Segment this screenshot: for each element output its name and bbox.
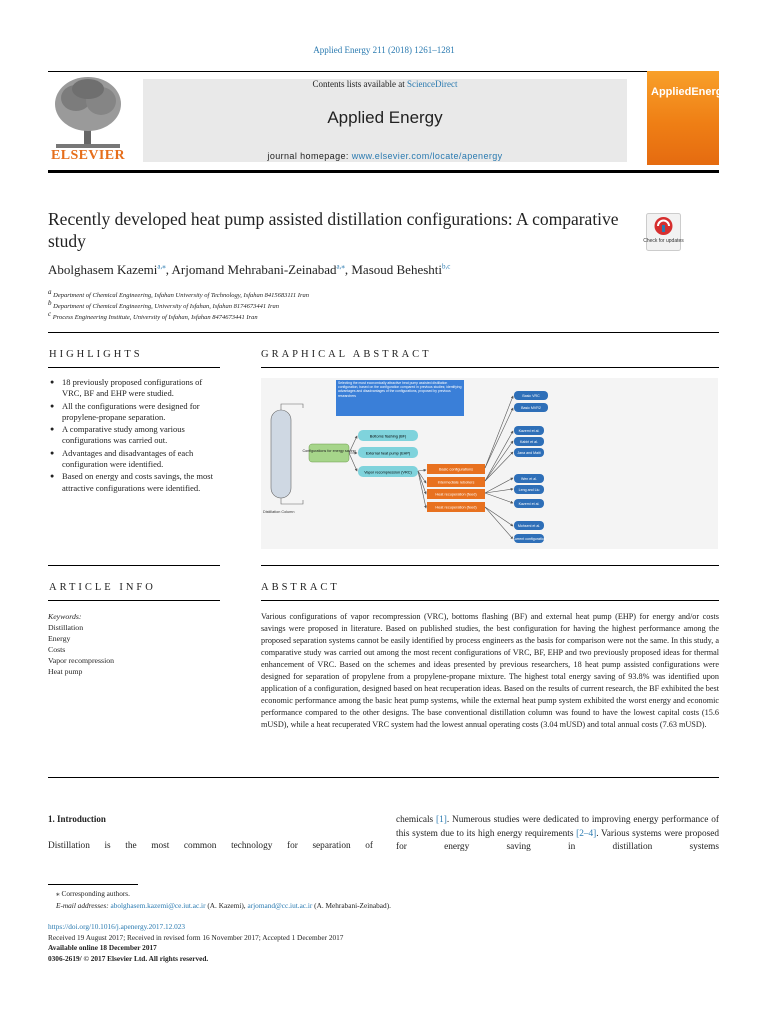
ga-group: Basic configurations: [439, 467, 473, 472]
section-rule: [48, 565, 220, 566]
publisher-wordmark: ELSEVIER: [50, 148, 125, 163]
highlight-item: ● A comparative study among various configurations was carried out.: [50, 424, 222, 447]
header-thick-rule: [48, 170, 719, 173]
highlights-heading: HIGHLIGHTS: [49, 349, 143, 360]
keyword: Energy: [48, 634, 71, 643]
section-rule: [48, 332, 719, 333]
author-sup[interactable]: b,c: [442, 262, 451, 271]
top-rule: [48, 71, 719, 72]
highlight-item: ● All the configurations were designed for propylene-propane separation.: [50, 401, 222, 424]
keyword: Vapor recompression: [48, 656, 115, 665]
corresponding-note: ⁎ Corresponding authors.: [56, 889, 130, 898]
highlight-item: ● 18 previously proposed configurations of VRC, BF and EHP were studied.: [50, 377, 222, 400]
ga-node: Jana and Maiti: [517, 451, 541, 455]
available-online: Available online 18 December 2017: [48, 943, 157, 952]
ga-node: Kazemi et al.: [518, 502, 540, 506]
graphical-abstract-diagram: [261, 378, 718, 549]
author-name: Arjomand Mehrabani-Zeinabad: [171, 262, 337, 277]
graphical-abstract-heading: GRAPHICAL ABSTRACT: [261, 349, 432, 360]
ga-note: Selecting the most economically attractive heat pump assisted distillation configuration, based on the configuration compared in previous studies; identifying advantages and disadvantages of the configurations, proposed by previous researchers: [338, 381, 462, 398]
journal-citation[interactable]: Applied Energy 211 (2018) 1261–1281: [313, 45, 455, 55]
keywords-block: [48, 611, 114, 677]
author-sup[interactable]: a,⁎: [157, 262, 166, 271]
check-for-updates-icon[interactable]: [643, 213, 684, 251]
article-meta: [48, 922, 343, 964]
keyword: Heat pump: [48, 667, 83, 676]
ga-hub-label: Configurations for energy saving: [302, 449, 356, 453]
ga-node: Current configuration: [512, 537, 546, 541]
copyright: 0306-2619/ © 2017 Elsevier Ltd. All rights reserved.: [48, 953, 209, 963]
contents-line: Contents lists available at ScienceDirect: [312, 79, 458, 89]
graphical-abstract-figure[interactable]: [261, 378, 718, 549]
article-info-heading: ARTICLE INFO: [49, 582, 156, 593]
ga-branch: Bottoms flashing (BF): [369, 434, 407, 439]
ga-node: Basic VRC: [522, 394, 540, 398]
badge-label: Check for updates: [643, 238, 684, 244]
ga-branch: External heat pump (EHP): [365, 451, 411, 456]
ga-node: Leng and Liu: [518, 488, 540, 492]
email-link[interactable]: abolghasem.kazemi@ce.iut.ac.ir: [110, 900, 206, 910]
journal-homepage: journal homepage: www.elsevier.com/locate/apenergy: [267, 151, 503, 161]
author-name: Masoud Beheshti: [351, 262, 443, 277]
affiliation: $^b$ Department of Chemical Engineering, University of Isfahan, Isfahan 8174673441 Iran: [48, 299, 279, 311]
section-rule: [261, 565, 719, 566]
article-title: Recently developed heat pump assisted distillation configurations: A comparative study: [48, 209, 619, 251]
affiliation: $^a$ Department of Chemical Engineering, Isfahan University of Technology, Isfahan 8415683111 Iran: [48, 288, 310, 300]
author-name: Abolghasem Kazemi: [48, 262, 158, 277]
reference-link[interactable]: [1]: [436, 815, 447, 825]
doi-link[interactable]: https://doi.org/10.1016/j.apenergy.2017.12.023: [48, 922, 186, 931]
footnotes: [56, 888, 391, 911]
author-list: Abolghasem Kazemi$^{a,⁎}$, Arjomand Mehrabani-Zeinabad$^{a,⁎}$, Masoud Beheshti$^{b,c}$: [48, 262, 451, 277]
cover-title: AppliedEnergy: [651, 86, 729, 98]
ga-branch: Vapor recompression (VRC): [364, 470, 412, 475]
ga-node: Kazemi et al.: [518, 429, 540, 433]
highlight-item: ● Advantages and disadvantages of each configuration were identified.: [50, 448, 222, 471]
ga-column-label: Distillation Column: [263, 510, 295, 514]
ga-group: Intermediate reboilers: [437, 480, 475, 485]
journal-name: Applied Energy: [327, 108, 443, 127]
section-rule: [261, 600, 719, 601]
reference-link[interactable]: [2–4]: [576, 828, 597, 839]
section-rule: [48, 777, 719, 778]
ga-node: Mohseni et al.: [517, 524, 541, 528]
section-rule: [48, 600, 220, 601]
abstract-heading: ABSTRACT: [261, 582, 340, 593]
keywords-label: Keywords:: [48, 612, 82, 621]
author-sup[interactable]: a,⁎: [336, 262, 345, 271]
footnote-rule: [48, 884, 138, 885]
section-rule: [261, 367, 719, 368]
ga-group: Heat recuperation (feed): [435, 492, 477, 497]
ga-node: Wen et al.: [520, 477, 538, 481]
email-link[interactable]: arjomand@cc.iut.ac.ir: [247, 900, 313, 910]
ga-node: Kabiri et al.: [520, 440, 538, 444]
sciencedirect-link[interactable]: ScienceDirect: [407, 79, 458, 89]
ga-group: Heat recuperation (feed): [435, 505, 477, 510]
ga-node: Basic MVR2: [521, 406, 541, 410]
highlights-list: [50, 377, 222, 495]
introduction-text-right: chemicals [1]. Numerous studies were dedicated to improving energy performance of this system due to its high energy requirements [2–4]. Various systems were proposed for energy saving in distillation systems: [396, 815, 719, 853]
highlight-item: ● Based on energy and costs savings, the most attractive configurations were identified.: [50, 471, 222, 494]
section-rule: [48, 367, 220, 368]
affiliation: $^c$ Process Engineering Institute, University of Isfahan, Isfahan 8474673441 Iran: [48, 310, 258, 322]
received-dates: Received 19 August 2017; Received in revised form 16 November 2017; Accepted 1 December 2017: [48, 932, 344, 942]
introduction-heading: 1. Introduction: [48, 814, 106, 824]
homepage-link[interactable]: www.elsevier.com/locate/apenergy: [351, 151, 503, 161]
abstract-text: Various configurations of vapor recompression (VRC), bottoms flashing (BF) and external heat pump (EHP) for energy and/or costs savings were proposed in literature. Based on published studies, the best configuration for having the highest performance among the proposed separation systems cannot be easily identified by process engineers as the basis for comparison were not the same. In this study, a comparative study was carried out among the most recent configurations of VRC, BF, EHP and two previously proposed ideas for thermal enhancement of VRC. Based on the schemes and ideas presented by previous researchers, 18 heat pump assisted configurations were designed for separation of propylene from a propylene-propane mixture. The highest total energy saving of 93.8% was identified upon application of a configuration, designed based on heat recuperation ideas. Based on the results of current research, the BF exhibited the best economic performance among the basic heat pump systems, while the external heat pump system exhibited the worst energy and economic performance compared to the other designs. The base conventional distillation column was found to have the lowest capital costs (15.6 mUSD), while a heat recuperated VRC system had the lowest annual operating costs (3.04 mUSD) and total annual costs (7.63 mUSD).: [261, 612, 719, 729]
email-note: E-mail addresses: abolghasem.kazemi@ce.iut.ac.ir (A. Kazemi), arjomand@cc.iut.ac.ir (A. Mehrabani-Zeinabad).: [56, 900, 391, 910]
introduction-text-left: Distillation is the most common technology for separation of: [48, 841, 373, 851]
keyword: Costs: [48, 645, 66, 654]
keyword: Distillation: [48, 623, 84, 632]
